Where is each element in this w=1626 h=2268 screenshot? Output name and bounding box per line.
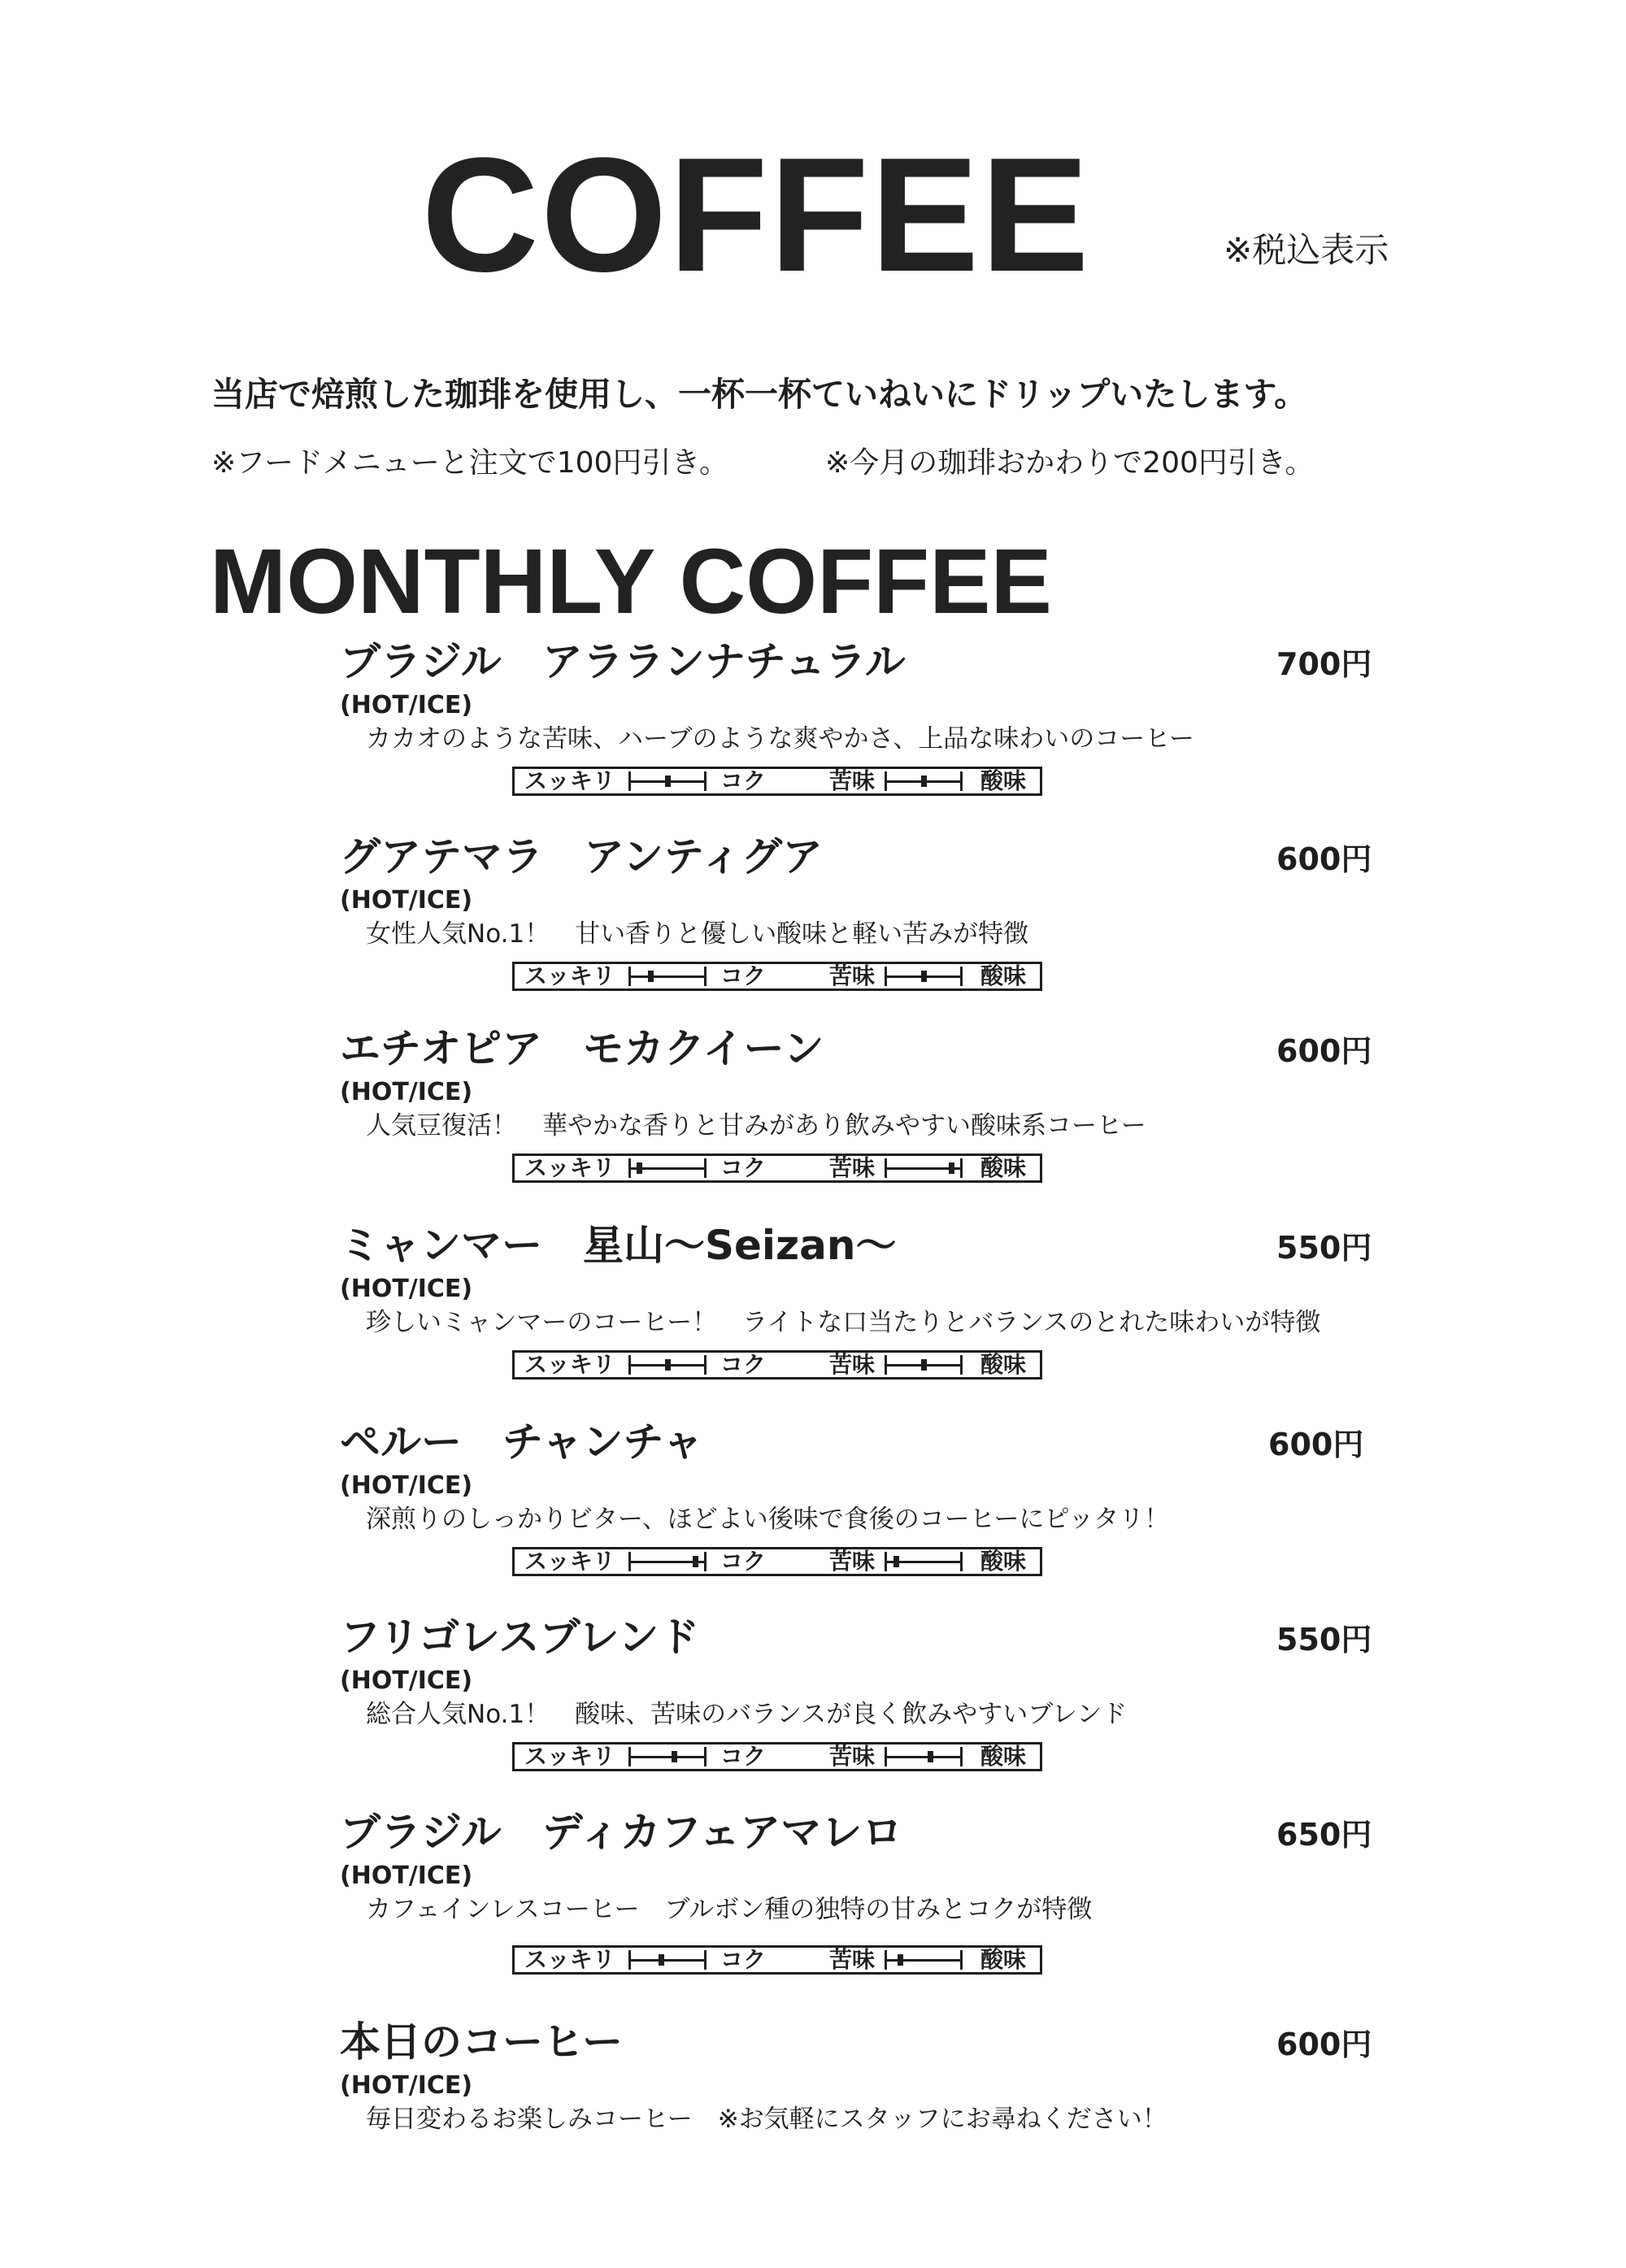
refill-discount-note: ※今月の珈琲おかわりで200円引き。 [825,446,1315,480]
acid-level-marker [898,1954,903,1966]
item-price: 550円 [1276,1230,1372,1266]
taste-label-bitter: 苦味 [829,1351,876,1378]
acid-level-marker [893,1556,899,1567]
acid-scale [885,1158,963,1178]
body-scale [628,1950,706,1970]
taste-label-light: スッキリ [524,1548,615,1575]
taste-label-bitter: 苦味 [829,1946,876,1973]
menu-item [0,1219,1626,1406]
item-price: 600円 [1276,2027,1372,2062]
body-level-marker [672,1751,677,1762]
acid-scale [885,1950,963,1970]
acid-scale [885,1747,963,1766]
item-name: ミャンマー 星山～Seizan～ [340,1222,897,1269]
item-description: 毎日変わるお楽しみコーヒー ※お気軽にスタッフにお尋ねください！ [366,2105,1167,2134]
item-description: 珍しいミャンマーのコーヒー！ ライトな口当たりとバランスのとれた味わいが特徴 [366,1308,1321,1337]
item-price: 650円 [1276,1817,1372,1853]
taste-chart [512,962,1042,991]
taste-label-body: コク [720,1946,767,1973]
acid-level-marker [949,1162,954,1174]
item-description: 総合人気No.1！ 酸味、苦味のバランスが良く飲みやすいブレンド [366,1700,1128,1729]
item-price: 700円 [1276,646,1372,682]
taste-label-light: スッキリ [524,1154,615,1181]
taste-label-bitter: 苦味 [829,1743,876,1770]
body-level-marker [665,776,671,787]
taste-label-bitter: 苦味 [829,767,876,794]
body-level-marker [648,971,654,982]
menu-item [0,1416,1626,1603]
item-description: カカオのような苦味、ハーブのような爽やかさ、上品な味わいのコーヒー [366,724,1194,754]
menu-item [0,1611,1626,1798]
menu-item [0,1023,1626,1210]
item-price: 600円 [1268,1427,1364,1462]
item-price: 550円 [1276,1622,1372,1658]
taste-chart [512,1742,1042,1771]
item-temp: (HOT/ICE) [340,1275,473,1303]
item-name: ペルー チャンチャ [340,1419,703,1466]
taste-chart [512,1547,1042,1576]
body-level-marker [693,1556,698,1567]
taste-label-acid: 酸味 [980,1351,1027,1378]
item-name: エチオピア モカクイーン [340,1025,824,1072]
taste-chart [512,1945,1042,1975]
taste-chart [512,767,1042,796]
section-title: MONTHLY COFFEE [210,530,1052,632]
acid-scale [885,1552,963,1571]
body-scale [628,1747,706,1766]
body-scale [628,967,706,986]
item-name: フリゴレスブレンド [340,1614,700,1661]
menu-item [0,831,1626,1018]
acid-level-marker [921,971,927,982]
item-name: グアテマラ アンティグア [340,833,823,880]
acid-level-marker [921,776,927,787]
menu-item [0,2016,1626,2203]
body-level-marker [665,1359,671,1371]
item-price: 600円 [1276,841,1372,877]
taste-label-light: スッキリ [524,1351,615,1378]
item-description: 女性人気No.1！ 甘い香りと優しい酸味と軽い苦みが特徴 [366,919,1029,949]
taste-label-body: コク [720,962,767,989]
body-scale [628,771,706,791]
body-scale [628,1355,706,1375]
taste-label-acid: 酸味 [980,962,1027,989]
menu-item [0,1806,1626,1993]
taste-label-body: コク [720,1743,767,1770]
item-temp: (HOT/ICE) [340,691,473,719]
taste-chart [512,1350,1042,1379]
acid-level-marker [928,1751,933,1762]
taste-label-body: コク [720,1154,767,1181]
body-scale [628,1552,706,1571]
taste-label-acid: 酸味 [980,767,1027,794]
taste-label-acid: 酸味 [980,1743,1027,1770]
taste-label-bitter: 苦味 [829,1548,876,1575]
item-temp: (HOT/ICE) [340,1666,473,1695]
item-name: ブラジル アラランナチュラル [340,638,906,685]
taste-label-acid: 酸味 [980,1548,1027,1575]
page-title: COFFEE [421,124,1091,306]
taste-label-light: スッキリ [524,1946,615,1973]
item-name: ブラジル ディカフェアマレロ [340,1809,903,1856]
taste-label-light: スッキリ [524,767,615,794]
item-price: 600円 [1276,1033,1372,1069]
taste-chart [512,1154,1042,1183]
body-level-marker [659,1954,664,1966]
acid-scale [885,771,963,791]
acid-scale [885,1355,963,1375]
taste-label-bitter: 苦味 [829,962,876,989]
food-discount-note: ※フードメニューと注文で100円引き。 [211,446,728,480]
intro-text: 当店で焙煎した珈琲を使用し、一杯一杯ていねいにドリップいたします。 [211,375,1308,414]
item-temp: (HOT/ICE) [340,1078,473,1106]
item-temp: (HOT/ICE) [340,1862,473,1890]
taste-label-light: スッキリ [524,962,615,989]
acid-scale [885,967,963,986]
body-scale [628,1158,706,1178]
menu-item [0,636,1626,823]
taste-label-body: コク [720,1548,767,1575]
taste-label-bitter: 苦味 [829,1154,876,1181]
tax-note: ※税込表示 [1224,230,1389,270]
taste-label-light: スッキリ [524,1743,615,1770]
item-description: カフェインレスコーヒー ブルボン種の独特の甘みとコクが特徴 [366,1895,1093,1924]
taste-label-acid: 酸味 [980,1154,1027,1181]
taste-label-acid: 酸味 [980,1946,1027,1973]
item-description: 人気豆復活！ 華やかな香りと甘みがあり飲みやすい酸味系コーヒー [366,1111,1146,1141]
item-temp: (HOT/ICE) [340,1471,473,1500]
body-level-marker [637,1162,642,1174]
item-temp: (HOT/ICE) [340,886,473,915]
taste-label-body: コク [720,767,767,794]
acid-level-marker [921,1359,927,1371]
item-description: 深煎りのしっかりビター、ほどよい後味で食後のコーヒーにピッタリ！ [366,1505,1170,1534]
taste-label-body: コク [720,1351,767,1378]
item-name: 本日のコーヒー [340,2018,623,2066]
item-temp: (HOT/ICE) [340,2071,473,2100]
